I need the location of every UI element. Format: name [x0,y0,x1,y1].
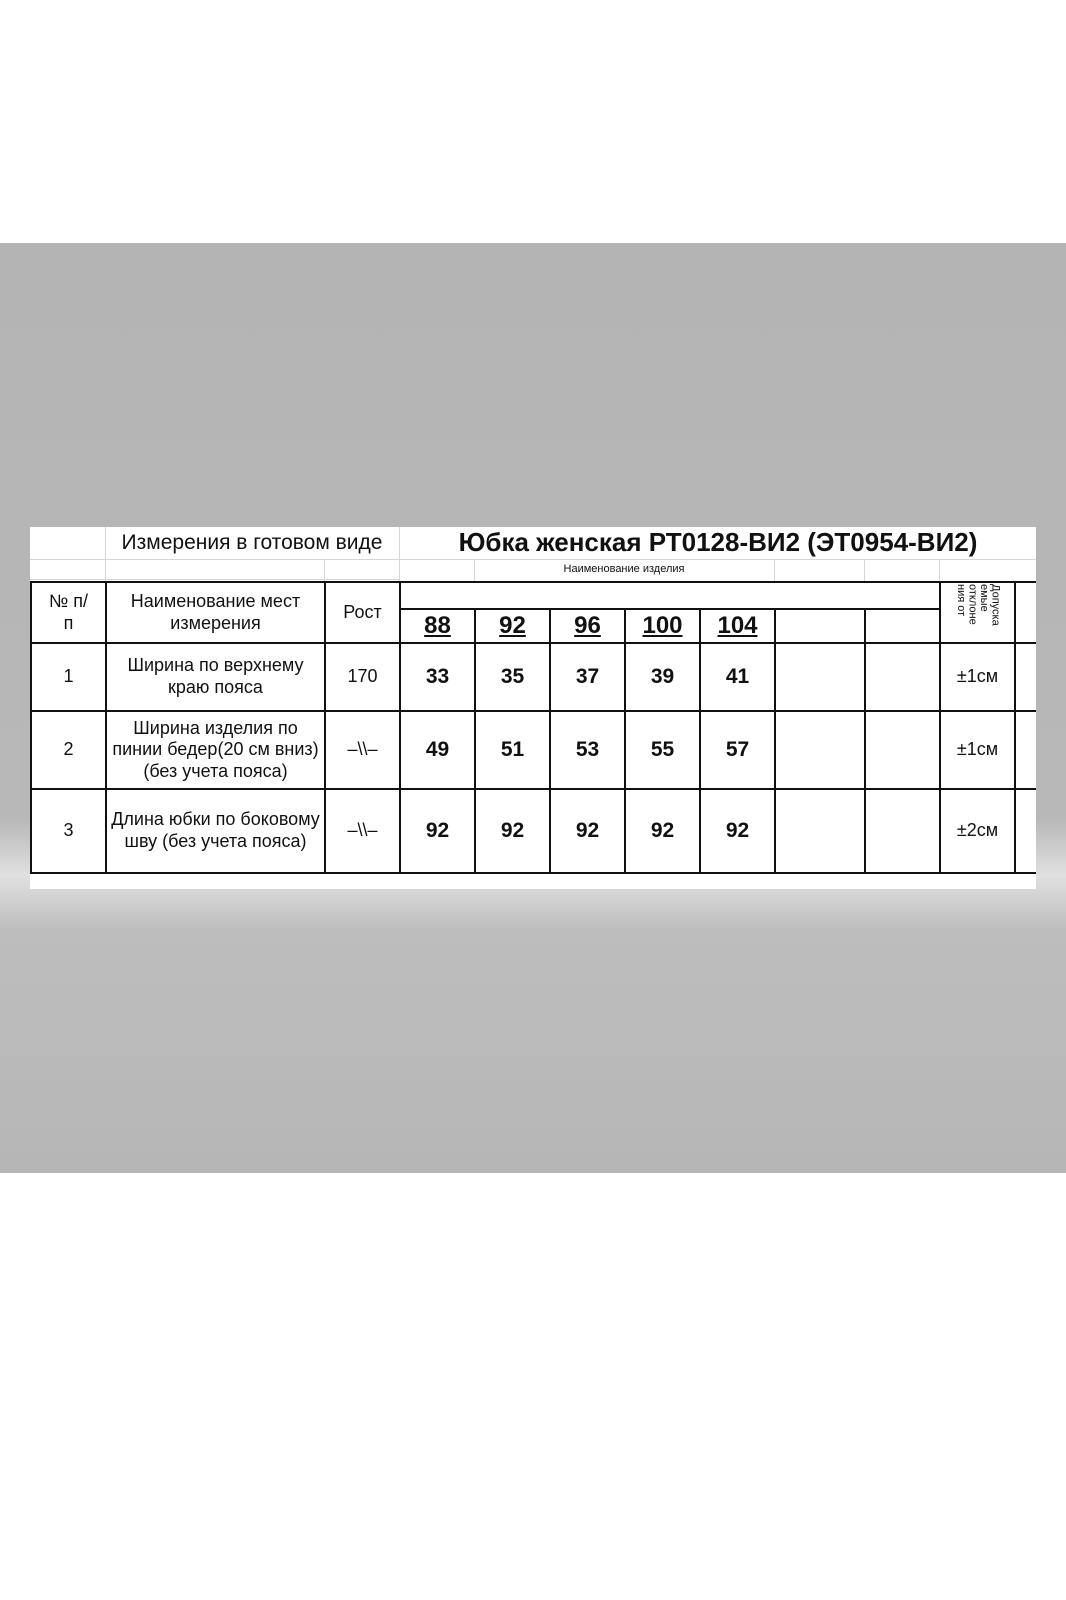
grid-line [30,579,400,580]
row-height: –\\– [347,739,378,760]
col-header-name: Наименование мест измерения [130,590,301,633]
col-header-height: Рост [343,601,382,622]
col-header-tolerance: Допуска емые отклоне ния от [954,584,1002,626]
row-value: 92 [500,819,525,843]
grid-line [324,559,325,581]
col-line [774,608,776,874]
grid-line [774,559,775,581]
table-border-bottom [30,872,1036,874]
row-value: 92 [650,819,675,843]
row-value: 49 [425,738,450,762]
measure-title: Измерения в готовом виде [121,531,383,555]
row-tolerance: ±2см [956,820,999,841]
row-name: Ширина изделия по пинии бедер(20 см вниз) (без учета пояса) [112,717,319,781]
row-value: 92 [425,819,450,843]
row-height: 170 [347,666,378,687]
row-tolerance: ±1см [956,739,999,760]
row-value: 39 [650,665,675,689]
grid-line [939,559,940,581]
row-value: 35 [500,665,525,689]
row-tolerance: ±1см [956,666,999,687]
row-name: Ширина по верхнему краю пояса [127,655,304,697]
row-value: 37 [575,665,600,689]
row-name: Длина юбки по боковому шву (без учета пояса) [111,809,320,851]
row-height: –\\– [347,820,378,841]
measurement-table [30,527,1036,889]
size-header: 96 [574,611,601,639]
product-title: Юбка женская РТ0128-ВИ2 (ЭТ0954-ВИ2) [458,527,978,558]
size-header: 88 [424,611,451,639]
row-value: 57 [725,738,750,762]
row-num: 1 [63,666,74,687]
product-caption: Наименование изделия [563,563,685,576]
row-value: 41 [725,665,750,689]
row-value: 55 [650,738,675,762]
table-border-right [1014,581,1016,874]
row-value: 33 [425,665,450,689]
col-header-num: № п/п [48,590,89,633]
size-header: 104 [717,611,758,639]
row-num: 3 [63,820,74,841]
row-num: 2 [63,739,74,760]
size-header: 100 [642,611,683,639]
row-value: 53 [575,738,600,762]
row-value: 92 [575,819,600,843]
col-line [864,608,866,874]
size-header: 92 [499,611,526,639]
grid-line [864,559,865,581]
row-value: 51 [500,738,525,762]
row-value: 92 [725,819,750,843]
